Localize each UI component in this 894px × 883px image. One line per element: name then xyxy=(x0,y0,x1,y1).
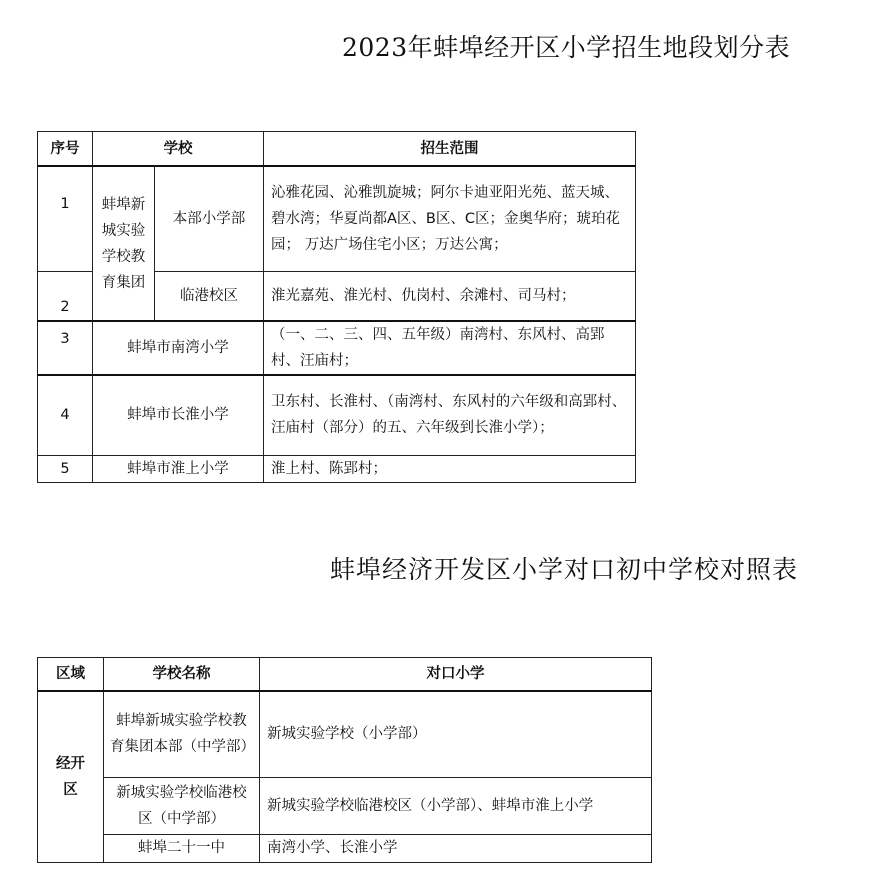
page-title-enrollment: 2023年蚌埠经开区小学招生地段划分表 xyxy=(342,33,791,62)
header-no: 序号 xyxy=(38,132,93,167)
sub-school-name: 本部小学部 xyxy=(155,166,264,271)
table-row xyxy=(38,321,636,375)
region-text: 经开区 xyxy=(56,755,85,798)
range-text: 卫东村、长淮村、（南湾村、东风村的六年级和高郢村、汪庙村（部分）的五、六年级到长淮小学）； xyxy=(264,375,636,455)
table-row xyxy=(38,455,636,482)
row-number: 1 xyxy=(38,166,93,271)
header-target: 对口小学 xyxy=(260,658,652,692)
school-name: 蚌埠二十一中 xyxy=(104,834,260,862)
target-text: 新城实验学校临港校区（小学部）、蚌埠市淮上小学 xyxy=(260,777,652,834)
school-name: 蚌埠市南湾小学 xyxy=(93,321,264,375)
header-school-name: 学校名称 xyxy=(104,658,260,692)
table-header-row xyxy=(38,132,636,167)
table-row xyxy=(38,777,652,834)
table-row xyxy=(38,834,652,862)
range-text: 淮光嘉苑、淮光村、仇岗村、余滩村、司马村； xyxy=(264,271,636,321)
group-school-name: 蚌埠新城实验学校教育集团 xyxy=(93,166,155,321)
header-school: 学校 xyxy=(93,132,264,167)
page-title-correspondence: 蚌埠经济开发区小学对口初中学校对照表 xyxy=(330,555,799,584)
region-name xyxy=(38,691,104,862)
range-text: 淮上村、陈郢村； xyxy=(264,455,636,482)
target-text: 新城实验学校（小学部） xyxy=(260,691,652,777)
target-text: 南湾小学、长淮小学 xyxy=(260,834,652,862)
school-name: 蚌埠新城实验学校教育集团本部（中学部） xyxy=(104,691,260,777)
table-row xyxy=(38,691,652,777)
header-range: 招生范围 xyxy=(264,132,636,167)
table-row xyxy=(38,375,636,455)
school-name: 蚌埠市淮上小学 xyxy=(93,455,264,482)
correspondence-table xyxy=(37,657,652,863)
table-row xyxy=(38,166,636,271)
table-header-row xyxy=(38,658,652,692)
school-name: 蚌埠市长淮小学 xyxy=(93,375,264,455)
range-text: （一、二、三、四、五年级）南湾村、东风村、高郢村、汪庙村； xyxy=(264,321,636,375)
row-number: 2 xyxy=(38,271,93,321)
row-number: 3 xyxy=(38,321,93,375)
header-region: 区域 xyxy=(38,658,104,692)
row-number: 4 xyxy=(38,375,93,455)
row-number: 5 xyxy=(38,455,93,482)
school-name: 新城实验学校临港校区（中学部） xyxy=(104,777,260,834)
sub-school-name: 临港校区 xyxy=(155,271,264,321)
enrollment-district-table xyxy=(37,131,636,483)
range-text: 沁雅花园、沁雅凯旋城；阿尔卡迪亚阳光苑、蓝天城、碧水湾；华夏尚都A区、B区、C区；金奥华府；琥珀花园； 万达广场住宅小区；万达公寓； xyxy=(264,166,636,271)
